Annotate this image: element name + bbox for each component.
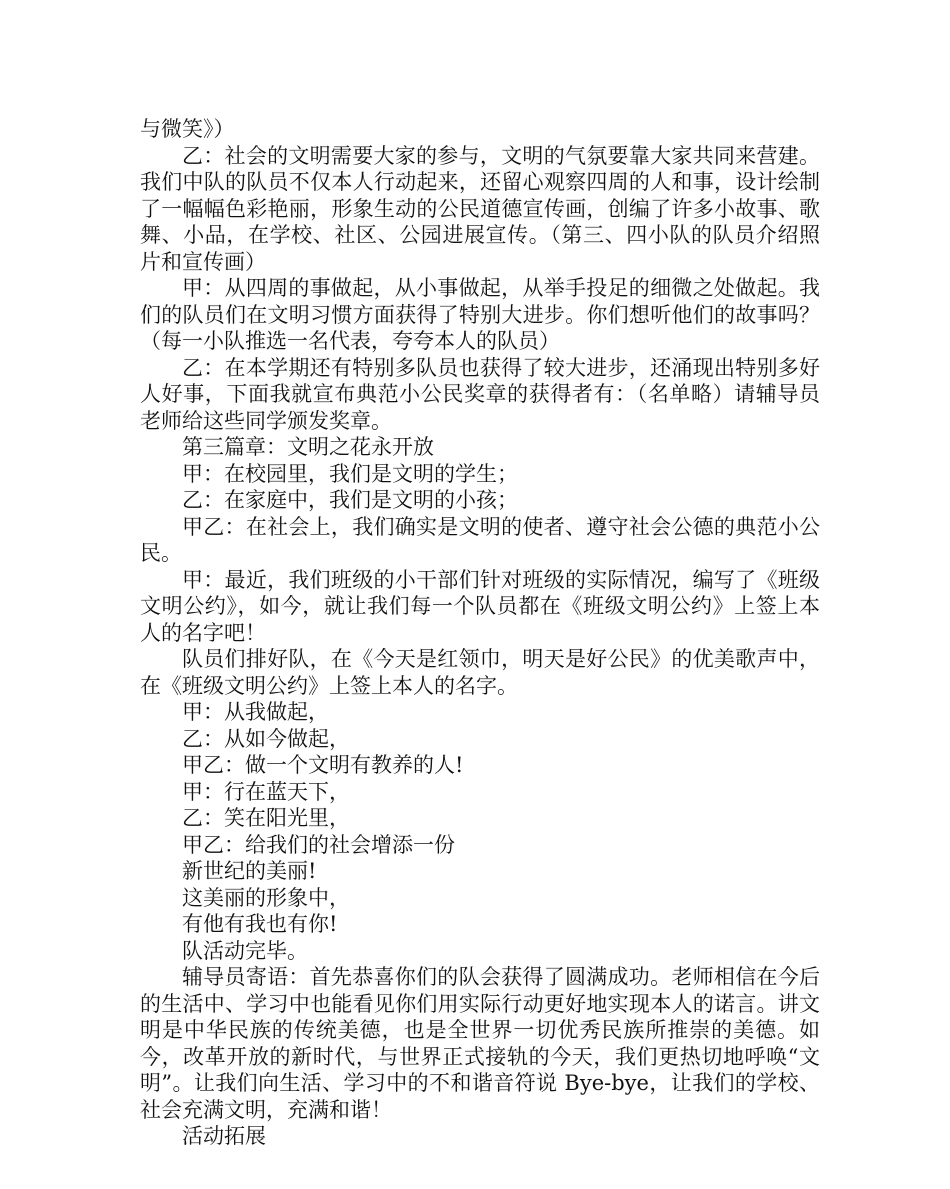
paragraph: 乙：笑在阳光里，: [182, 806, 350, 830]
paragraph: 这美丽的形象中，: [182, 885, 350, 910]
paragraph: 甲乙：在社会上，我们确实是文明的使者、遵守社会公德的典范小公民。: [140, 514, 820, 565]
section-heading: 活动拓展: [182, 1124, 266, 1148]
paragraph: 辅导员寄语：首先恭喜你们的队会获得了圆满成功。老师相信在今后的生活中、学习中也能看见你们用实际行动更好地实现本人的诺言。讲文明是中华民族的传统美德，也是全世界一切优秀民族所推崇的美德。如今，改革开放的新时代，与世界正式接轨的今天，我们更热切地呼唤“文明”。让我们向生活、学习中的不和谐音符说 Bye-bye，让我们的学校、社会充满文明，充满和谐！: [140, 965, 820, 1122]
paragraph: 甲乙：给我们的社会增添一份: [182, 832, 455, 857]
paragraph: 甲：从四周的事做起，从小事做起，从举手投足的细微之处做起。我们的队员们在文明习惯方面获得了特别大进步。你们想听他们的故事吗？（每一小队推选一名代表，夸夸本人的队员）: [140, 276, 820, 353]
paragraph: 甲：最近，我们班级的小干部们针对班级的实际情况，编写了《班级文明公约》，如今，就让我们每一个队员都在《班级文明公约》上签上本人的名字吧！: [140, 567, 820, 645]
paragraph: 甲：行在蓝天下，: [182, 779, 350, 804]
paragraph: 甲乙：做一个文明有教养的人!: [182, 753, 464, 777]
document-body: [140, 116, 820, 1150]
paragraph: 队员们排好队，在《今天是红领巾，明天是好公民》的优美歌声中，在《班级文明公约》上签上本人的名字。: [140, 647, 820, 698]
paragraph: 乙：在本学期还有特别多队员也获得了较大进步，还涌现出特别多好人好事，下面我就宣布典范小公民奖章的获得者有：（名单略）请辅导员老师给这些同学颁发奖章。: [140, 355, 820, 433]
paragraph: 队活动完毕。: [182, 938, 308, 963]
paragraph: 乙：社会的文明需要大家的参与，文明的气氛要靠大家共同来营建。我们中队的队员不仅本人行动起来，还留心观察四周的人和事，设计绘制了一幅幅色彩艳丽，形象生动的公民道德宣传画，创编了许多小故事、歌舞、小品，在学校、社区、公园进展宣传。（第三、四小队的队员介绍照片和宣传画）: [140, 143, 820, 274]
paragraph: 与微笑》）: [140, 117, 235, 141]
section-heading: 第三篇章：文明之花永开放: [182, 435, 434, 459]
paragraph: 乙：在家庭中，我们是文明的小孩；: [182, 488, 518, 512]
paragraph: 乙：从如今做起，: [182, 726, 350, 751]
paragraph: 甲：从我做起，: [182, 700, 329, 724]
paragraph: 新世纪的美丽!: [182, 859, 317, 883]
paragraph: 甲：在校园里，我们是文明的学生；: [182, 461, 518, 486]
paragraph: 有他有我也有你!: [182, 912, 338, 936]
